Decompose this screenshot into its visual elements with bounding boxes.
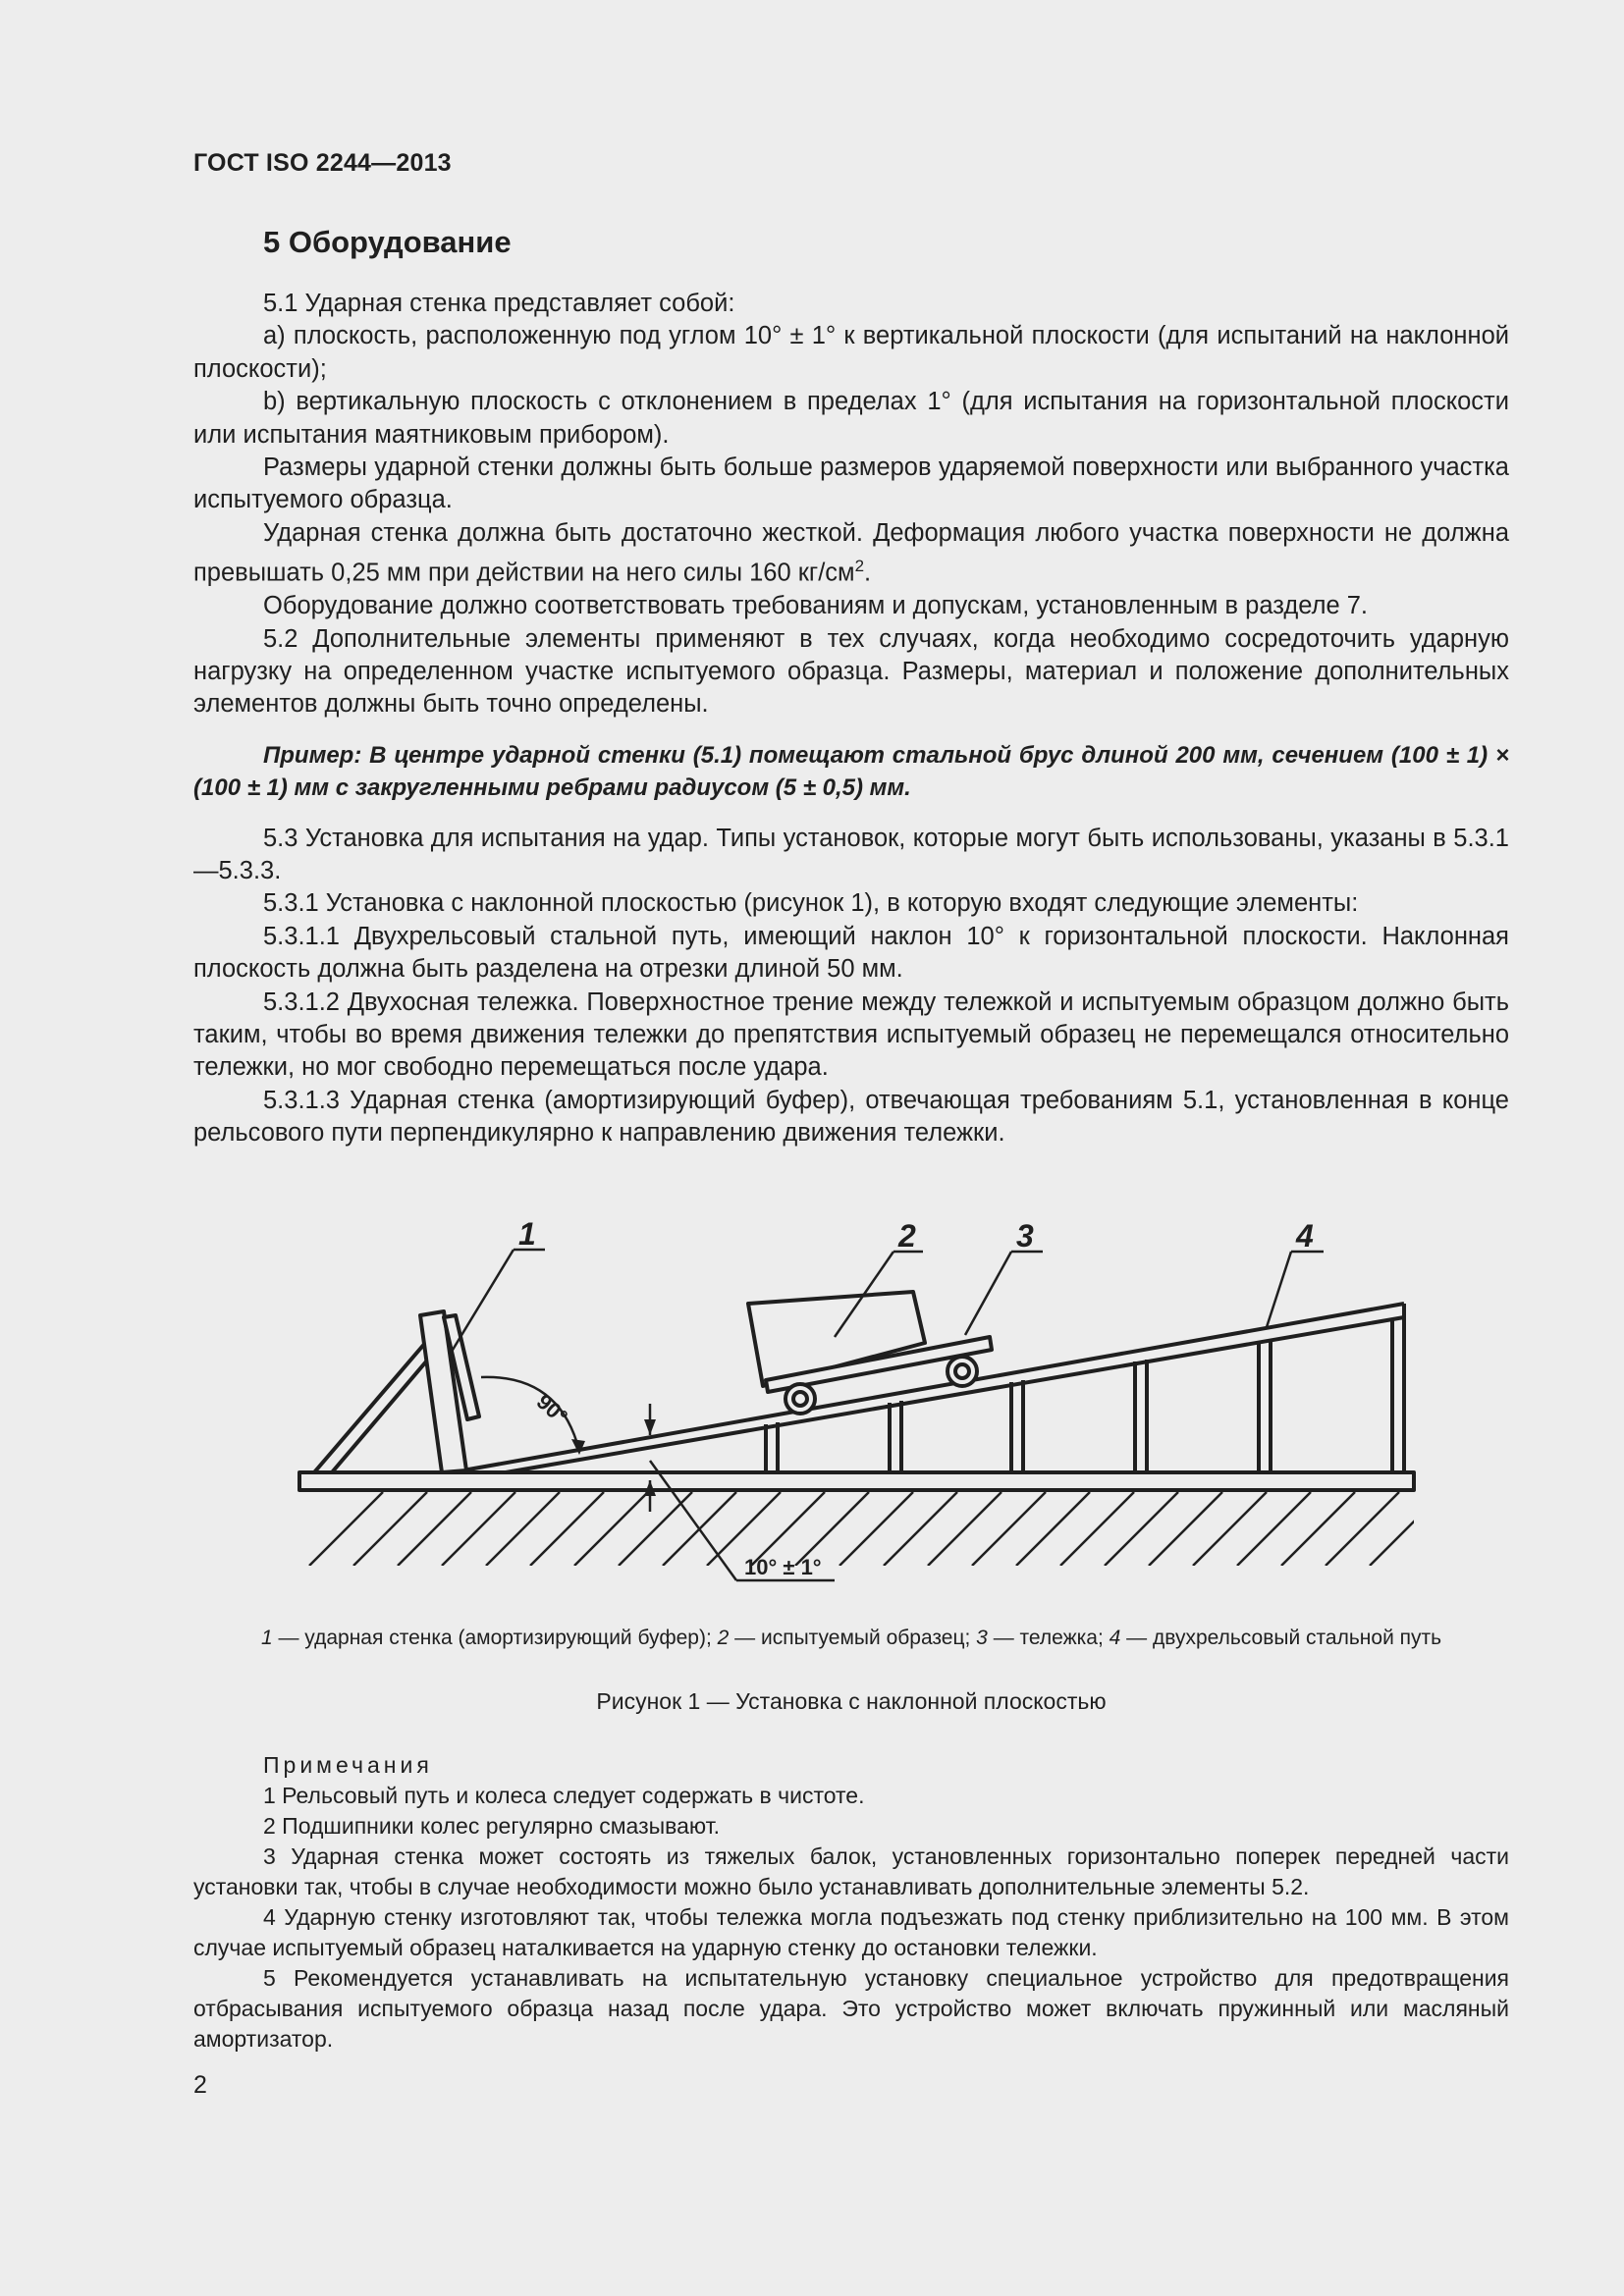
notes-title: Примечания bbox=[263, 1752, 433, 1778]
right-angle-label: 90° bbox=[531, 1389, 573, 1429]
paragraph: 5.2 Дополнительные элементы применяют в тех случаях, когда необходимо сосредоточить ударную нагрузку на определенном участке испытуемого образца. Размеры, материал и положение дополнительных элементов должны быть точно определены. bbox=[193, 624, 1509, 719]
figure-legend bbox=[193, 1627, 1509, 1650]
callout-3: 3 bbox=[1016, 1218, 1034, 1254]
paragraph: 5.1 Ударная стенка представляет собой: bbox=[263, 290, 735, 317]
paragraph: 5.3.1.1 Двухрельсовый стальной путь, имеющий наклон 10° к горизонтальной плоскости. Наклонная плоскость должна быть разделена на отрезки длиной 50 мм. bbox=[193, 922, 1509, 984]
paragraph-text: . bbox=[864, 559, 872, 587]
wall-strut bbox=[314, 1335, 432, 1472]
superscript: 2 bbox=[854, 557, 865, 576]
paragraph: Размеры ударной стенки должны быть больше размеров ударяемой поверхности или выбранного участка испытуемого образца. bbox=[193, 454, 1509, 514]
legend-num: 2 bbox=[717, 1627, 730, 1649]
figure-caption: Рисунок 1 — Установка с наклонной плоскостью bbox=[596, 1688, 1107, 1714]
note-item: 5 Рекомендуется устанавливать на испытательную установку специальное устройство для предотвращения отбрасывания испытуемого образца назад после удара. Это устройство может включать пружинный или масляный амортизатор. bbox=[193, 1965, 1509, 2052]
note-item: 2 Подшипники колес регулярно смазывают. bbox=[263, 1813, 721, 1839]
legend-text: — ударная стенка (амортизирующий буфер); bbox=[272, 1627, 718, 1649]
legend-num: 1 bbox=[260, 1627, 273, 1649]
notes-block bbox=[193, 1750, 1509, 2055]
paragraph: Оборудование должно соответствовать требованиям и допускам, установленным в разделе 7. bbox=[263, 592, 1369, 620]
section-title: 5 Оборудование bbox=[263, 225, 512, 259]
callout-4: 4 bbox=[1296, 1218, 1314, 1254]
section-body bbox=[193, 288, 1509, 1150]
legend-text: — испытуемый образец; bbox=[729, 1627, 977, 1649]
note-item: 3 Ударная стенка может состоять из тяжелых балок, установленных горизонтально поперек передней части установки так, чтобы в случае необходимости можно было устанавливать дополнительные элементы 5.2. bbox=[193, 1843, 1509, 1899]
callout-1-leader bbox=[450, 1250, 514, 1355]
paragraph: 5.3.1.2 Двухосная тележка. Поверхностное трение между тележкой и испытуемым образцом должно быть таким, чтобы во время движения тележки до препятствия испытуемый образец не перемещался относительно тележки, но мог свободно перемещаться после удара. bbox=[193, 988, 1509, 1082]
paragraph: 5.3.1.3 Ударная стенка (амортизирующий буфер), отвечающая требованиям 5.1, установленная в конце рельсового пути перпендикулярно к направлению движения тележки. bbox=[193, 1086, 1509, 1148]
document-code-header: ГОСТ ISO 2244—2013 bbox=[193, 149, 452, 177]
trolley-wheel bbox=[785, 1384, 815, 1414]
paragraph: b) вертикальную плоскость с отклонением в пределах 1° (для испытания на горизонтальной плоскости или испытания маятниковым прибором). bbox=[193, 388, 1509, 449]
figure-drawing bbox=[285, 1207, 1424, 1610]
paragraph bbox=[193, 517, 1509, 590]
callout-3-leader bbox=[965, 1252, 1011, 1335]
rail-top bbox=[452, 1304, 1404, 1472]
legend-text: — тележка; bbox=[987, 1627, 1110, 1649]
paragraph: 5.3 Установка для испытания на удар. Типы установок, которые могут быть использованы, указаны в 5.3.1—5.3.3. bbox=[193, 824, 1509, 884]
paragraph: а) плоскость, расположенную под углом 10° ± 1° к вертикальной плоскости (для испытаний на наклонной плоскости); bbox=[193, 322, 1509, 383]
example-paragraph: Пример: В центре ударной стенки (5.1) помещают стальной брус длиной 200 мм, сечением (100 ± 1) × (100 ± 1) мм с закругленными ребрами радиусом (5 ± 0,5) мм. bbox=[193, 741, 1509, 802]
ground-hatch bbox=[309, 1492, 1424, 1566]
legend-num: 4 bbox=[1109, 1627, 1121, 1649]
page-number: 2 bbox=[193, 2071, 207, 2099]
paragraph-text: Ударная стенка должна быть достаточно жесткой. Деформация любого участка поверхности не должна превышать 0,25 мм при действии на него силы 160 кг/см bbox=[193, 518, 1509, 587]
paragraph: 5.3.1 Установка с наклонной плоскостью (рисунок 1), в которую входят следующие элементы: bbox=[263, 889, 1359, 918]
legend-num: 3 bbox=[976, 1627, 988, 1649]
note-item: 1 Рельсовый путь и колеса следует содержать в чистоте. bbox=[263, 1783, 865, 1808]
callout-1: 1 bbox=[518, 1216, 536, 1252]
callout-2: 2 bbox=[898, 1218, 916, 1254]
note-item: 4 Ударную стенку изготовляют так, чтобы тележка могла подъезжать под стенку приблизительно на 100 мм. В этом случае испытуемый образец наталкивается на ударную стенку до остановки тележки. bbox=[193, 1904, 1509, 1960]
callout-4-leader bbox=[1267, 1252, 1291, 1327]
incline-angle-label: 10° ± 1° bbox=[744, 1555, 822, 1579]
base-beam bbox=[299, 1472, 1414, 1490]
figure-inclined-plane bbox=[285, 1207, 1424, 1610]
legend-text: — двухрельсовый стальной путь bbox=[1120, 1627, 1442, 1649]
